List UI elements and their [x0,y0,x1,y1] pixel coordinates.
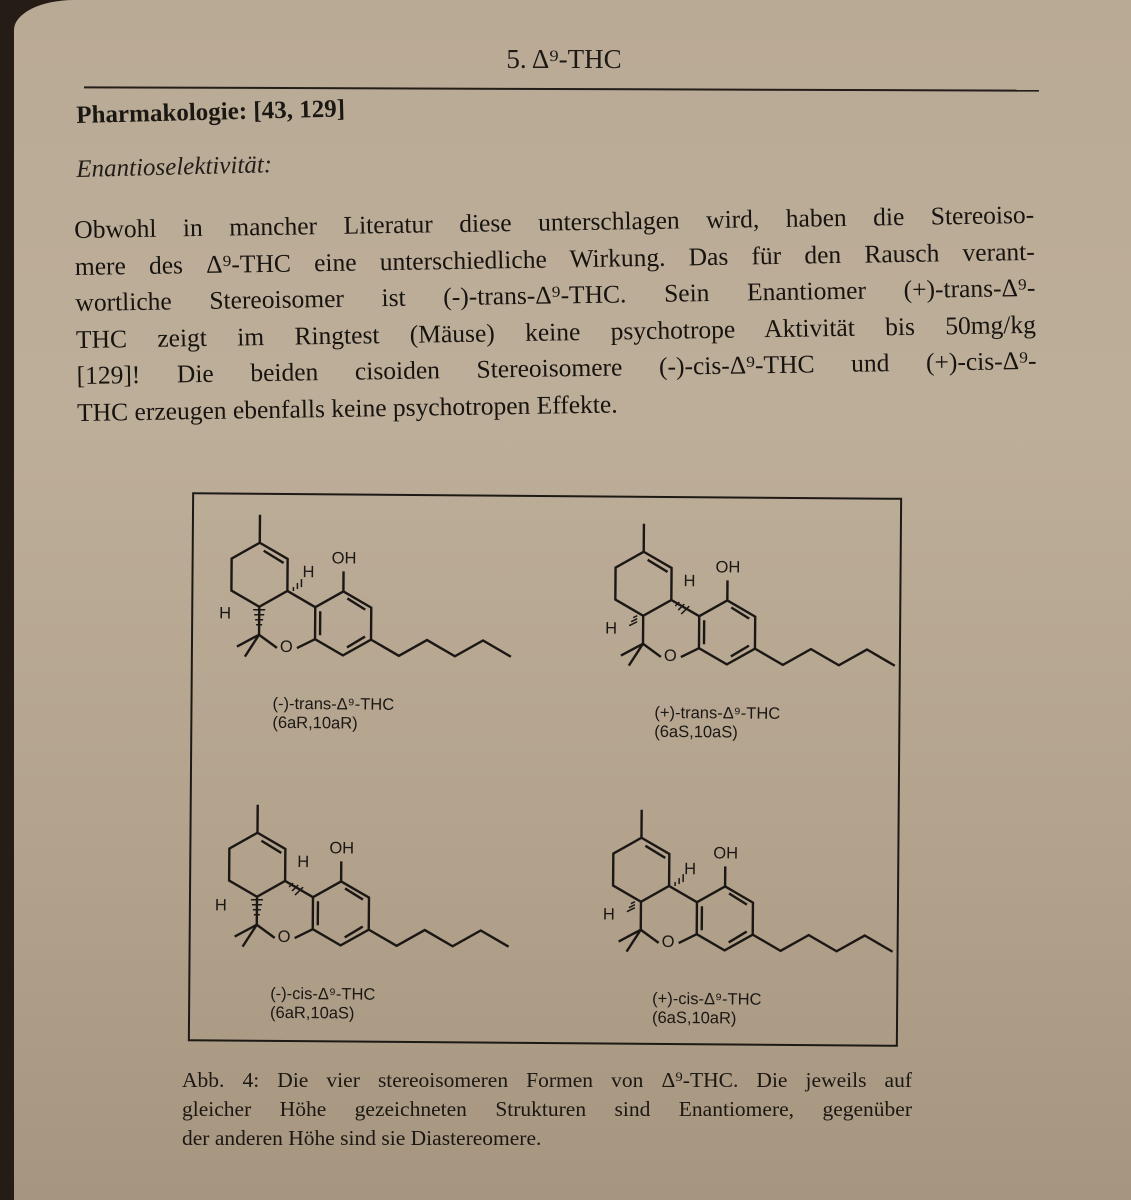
thc-skeleton [207,506,528,684]
section-title: Pharmakologie: [43, 129] [76,95,346,129]
book-page [14,0,1131,1200]
h-label: H [684,860,697,879]
caption-line: der anderen Höhe sind sie Diastereomere. [182,1126,542,1150]
paragraph-line: Obwohl in mancher Literatur diese unterschlagen wird, haben die Stereoiso- [74,199,1035,244]
h-label: H [297,853,310,872]
o-label: O [661,932,675,952]
oh-label: OH [331,549,357,568]
structure-name: (+)-trans-Δ⁹-THC [654,703,781,723]
paragraph-line: THC erzeugen ebenfalls keine psychotropen Effekte. [76,388,618,427]
h-label: H [605,619,618,638]
structure-cis-plus [588,801,909,979]
figure-caption [182,1066,912,1153]
structure-cis-minus [204,796,525,974]
body-paragraph [74,197,1037,431]
running-header: 5. Δ⁹-THC [506,44,622,74]
paragraph-line: mere des Δ⁹-THC eine unterschiedliche Wirkung. Das für den Rausch verant- [74,236,1035,281]
structure-trans-minus [207,506,528,684]
thc-skeleton [591,515,912,693]
h-label: H [602,905,615,924]
h-label: H [683,572,696,591]
figure-frame [188,492,902,1047]
structure-config: (6aR,10aR) [272,713,358,733]
o-label: O [279,637,293,657]
paragraph-line: [129]! Die beiden cisoiden Stereoisomere (-)-cis-Δ⁹-THC und (+)-cis-Δ⁹- [76,345,1037,390]
structure-config: (6aS,10aS) [654,722,738,742]
oh-label: OH [715,558,741,577]
h-label: H [302,563,315,582]
h-label: H [214,896,227,915]
oh-label: OH [329,839,355,858]
subheading: Enantioselektivität: [76,151,273,183]
caption-line: gleicher Höhe gezeichneten Strukturen sind Enantiomere, gegenüber [182,1097,912,1121]
paragraph-line: wortliche Stereoisomer ist (-)-trans-Δ⁹-THC. Sein Enantiomer (+)-trans-Δ⁹- [75,272,1036,317]
header-rule [84,86,1039,91]
o-label: O [663,646,677,666]
caption-line: Abb. 4: Die vier stereoisomeren Formen von Δ⁹-THC. Die jeweils auf [182,1068,912,1092]
thc-skeleton [204,796,525,974]
thc-skeleton [588,801,909,979]
structure-config: (6aS,10aR) [651,1008,737,1028]
structure-trans-plus [591,515,912,693]
h-label: H [219,604,232,623]
o-label: O [277,927,291,947]
structure-config: (6aR,10aS) [270,1003,355,1023]
structure-name: (-)-cis-Δ⁹-THC [270,984,376,1004]
structure-name: (+)-cis-Δ⁹-THC [652,989,762,1009]
paragraph-line: THC zeigt im Ringtest (Mäuse) keine psychotrope Aktivität bis 50mg/kg [75,309,1037,354]
structure-name: (-)-trans-Δ⁹-THC [272,694,395,714]
oh-label: OH [713,844,739,863]
